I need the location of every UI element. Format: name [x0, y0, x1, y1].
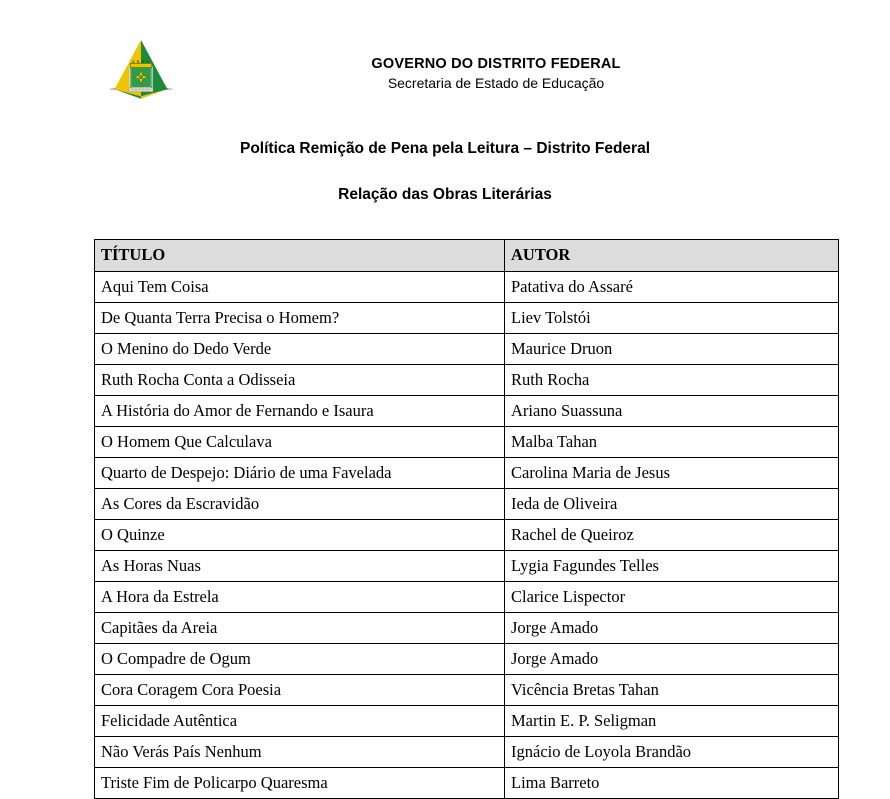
table-header-row: [95, 240, 839, 272]
cell-titulo: Capitães da Areia: [95, 613, 505, 644]
brasao-distrito-federal-icon: [105, 34, 177, 106]
column-header-autor: AUTOR: [505, 240, 839, 272]
cell-titulo: Não Verás País Nenhum: [95, 737, 505, 768]
cell-titulo: Aqui Tem Coisa: [95, 272, 505, 303]
table-row: [95, 303, 839, 334]
table-row: [95, 365, 839, 396]
cell-titulo: Cora Coragem Cora Poesia: [95, 675, 505, 706]
cell-autor: Patativa do Assaré: [505, 272, 839, 303]
table-row: [95, 675, 839, 706]
table-row: [95, 768, 839, 799]
obras-literarias-table: [94, 239, 839, 799]
table-row: [95, 396, 839, 427]
table-row: [95, 427, 839, 458]
table-row: [95, 334, 839, 365]
table-row: [95, 737, 839, 768]
cell-autor: Vicência Bretas Tahan: [505, 675, 839, 706]
organization-name: GOVERNO DO DISTRITO FEDERAL: [371, 56, 621, 72]
cell-titulo: A História do Amor de Fernando e Isaura: [95, 396, 505, 427]
table-row: [95, 613, 839, 644]
department-name: Secretaria de Estado de Educação: [387, 74, 605, 91]
cell-autor: Lima Barreto: [505, 768, 839, 799]
cell-titulo: A Hora da Estrela: [95, 582, 505, 613]
cell-titulo: O Menino do Dedo Verde: [95, 334, 505, 365]
table-row: [95, 644, 839, 675]
cell-autor: Carolina Maria de Jesus: [505, 458, 839, 489]
cell-autor: Clarice Lispector: [505, 582, 839, 613]
cell-titulo: De Quanta Terra Precisa o Homem?: [95, 303, 505, 334]
cell-autor: Ruth Rocha: [505, 365, 839, 396]
cell-autor: Ignácio de Loyola Brandão: [505, 737, 839, 768]
cell-autor: Lygia Fagundes Telles: [505, 551, 839, 582]
cell-autor: Rachel de Queiroz: [505, 520, 839, 551]
column-header-titulo: TÍTULO: [95, 240, 505, 272]
cell-titulo: Felicidade Autêntica: [95, 706, 505, 737]
cell-autor: Ariano Suassuna: [505, 396, 839, 427]
cell-autor: Ieda de Oliveira: [505, 489, 839, 520]
cell-titulo: O Homem Que Calculava: [95, 427, 505, 458]
cell-titulo: As Horas Nuas: [95, 551, 505, 582]
cell-autor: Liev Tolstói: [505, 303, 839, 334]
cell-titulo: Triste Fim de Policarpo Quaresma: [95, 768, 505, 799]
table-header: [95, 240, 839, 272]
cell-autor: Martin E. P. Seligman: [505, 706, 839, 737]
table-row: [95, 520, 839, 551]
table-row: [95, 706, 839, 737]
table-row: [95, 582, 839, 613]
table-row: [95, 489, 839, 520]
page-title: Política Remição de Pena pela Leitura – Distrito Federal: [239, 140, 651, 157]
organization-heading: [246, 55, 746, 92]
cell-titulo: O Quinze: [95, 520, 505, 551]
document-masthead: [0, 34, 890, 112]
table-body: [95, 272, 839, 799]
cell-autor: Malba Tahan: [505, 427, 839, 458]
cell-autor: Jorge Amado: [505, 644, 839, 675]
cell-autor: Maurice Druon: [505, 334, 839, 365]
table-row: [95, 458, 839, 489]
table-row: [95, 551, 839, 582]
cell-titulo: As Cores da Escravidão: [95, 489, 505, 520]
page-subtitle: Relação das Obras Literárias: [338, 186, 552, 203]
cell-titulo: Quarto de Despejo: Diário de uma Favelada: [95, 458, 505, 489]
cell-titulo: Ruth Rocha Conta a Odisseia: [95, 365, 505, 396]
obras-table-container: [94, 239, 838, 799]
cell-autor: Jorge Amado: [505, 613, 839, 644]
table-row: [95, 272, 839, 303]
cell-titulo: O Compadre de Ogum: [95, 644, 505, 675]
